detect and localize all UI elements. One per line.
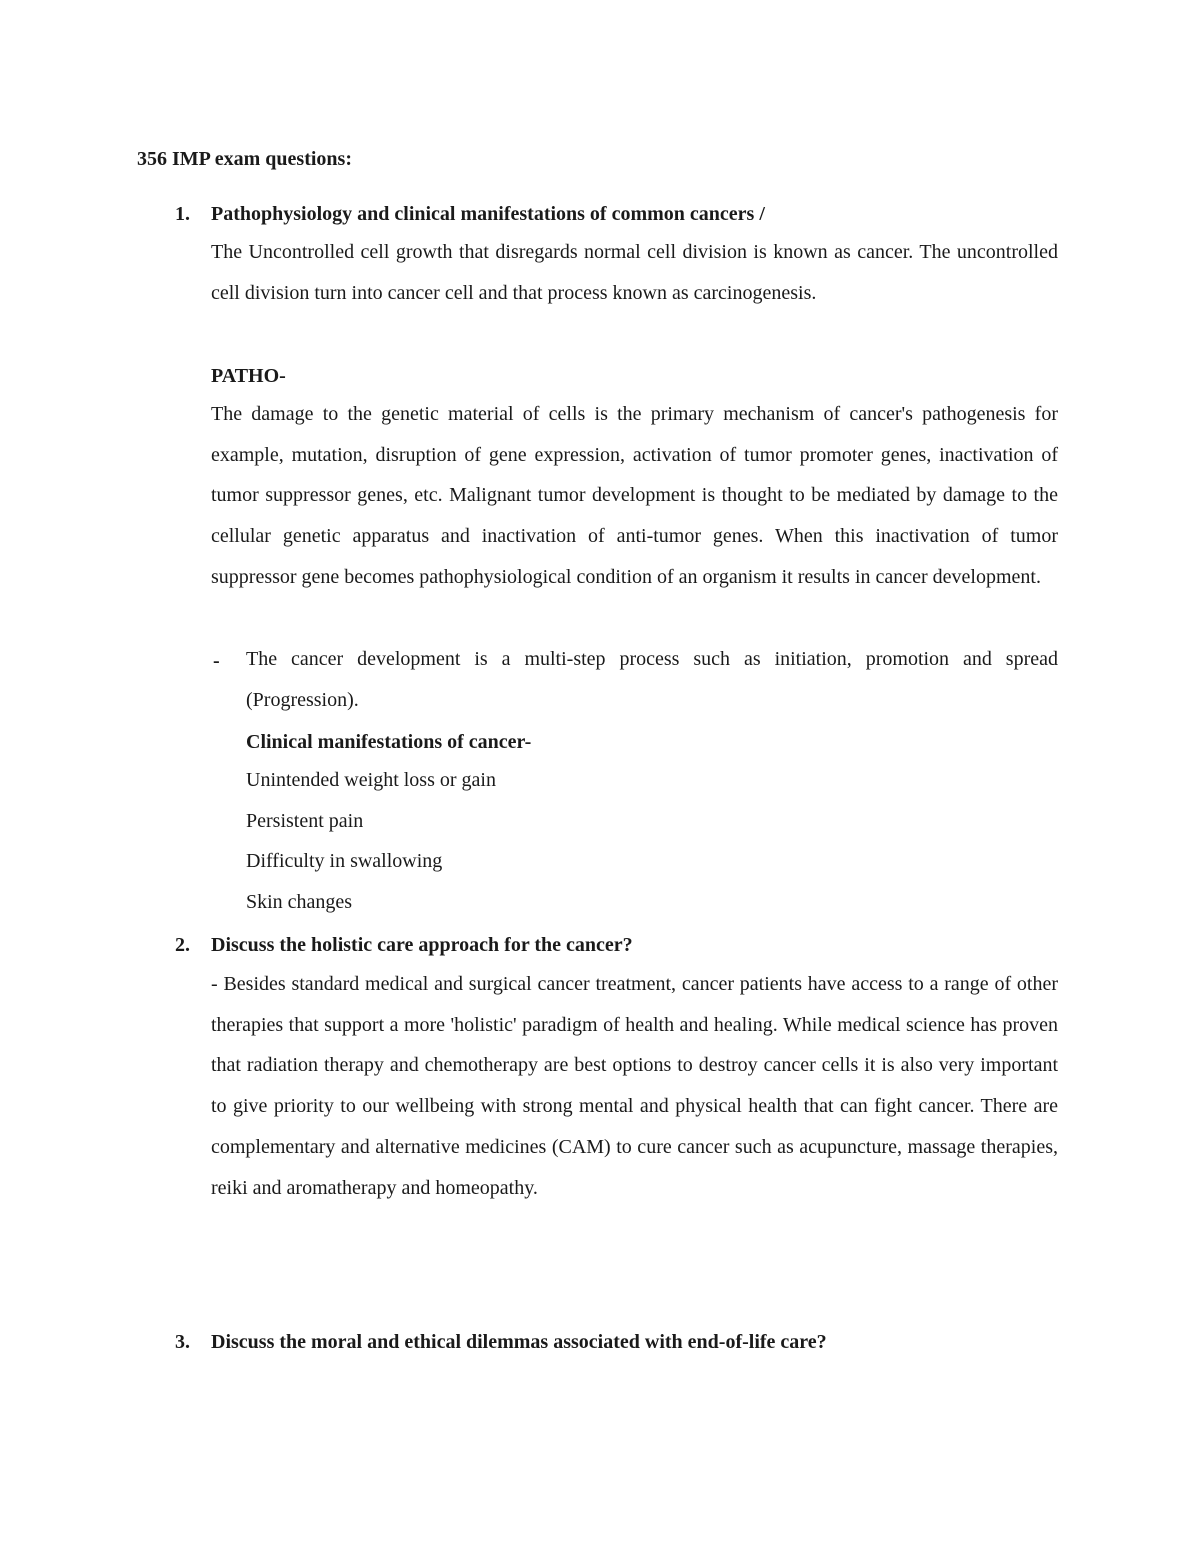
question-1-number: 1. (175, 203, 190, 225)
clinical-list (246, 760, 496, 923)
question-2-title: Discuss the holistic care approach for the cancer? (211, 934, 633, 956)
clinical-item: Persistent pain (246, 809, 364, 832)
clinical-item: Skin changes (246, 891, 353, 914)
question-3-number: 3. (175, 1331, 190, 1353)
question-3-title: Discuss the moral and ethical dilemmas associated with end-of-life care? (211, 1331, 827, 1353)
question-1-title: Pathophysiology and clinical manifestations of common cancers / (211, 203, 765, 225)
clinical-item: Difficulty in swallowing (246, 850, 443, 873)
question-1-intro: The Uncontrolled cell growth that disregards normal cell division is known as cancer. The uncontrolled cell division turn into cancer cell and that process known as carcinogenesis. (211, 241, 1058, 304)
document-title: 356 IMP exam questions: (137, 148, 352, 170)
clinical-item: Unintended weight loss or gain (246, 769, 496, 791)
patho-paragraph: The damage to the genetic material of cells is the primary mechanism of cancer's pathogenesis for example, mutation, disruption of gene expression, activation of tumor promoter genes, inactivation of tumor suppressor genes, etc. Malignant tumor development is thought to be mediated by damage to the cellular genetic apparatus and inactivation of anti-tumor genes. When this inactivation of tumor suppressor gene becomes pathophysiological condition of an organism it results in cancer development. (211, 403, 1058, 588)
clinical-heading: Clinical manifestations of cancer- (246, 731, 532, 753)
patho-heading: PATHO- (211, 365, 286, 387)
question-2-paragraph: - Besides standard medical and surgical cancer treatment, cancer patients have access to a range of other therapies that support a more 'holistic' paradigm of health and healing. While medical science has proven that radiation therapy and chemotherapy are best options to destroy cancer cells it is also very important to give priority to our wellbeing with strong mental and physical health that can fight cancer. There are complementary and alternative medicines (CAM) to cure cancer such as acupuncture, massage therapies, reiki and aromatherapy and homeopathy. (211, 973, 1058, 1199)
question-2-number: 2. (175, 934, 190, 956)
bullet-marker: - (213, 650, 220, 672)
bullet-text: The cancer development is a multi-step process such as initiation, promotion and spread (Progression). (246, 648, 1058, 711)
